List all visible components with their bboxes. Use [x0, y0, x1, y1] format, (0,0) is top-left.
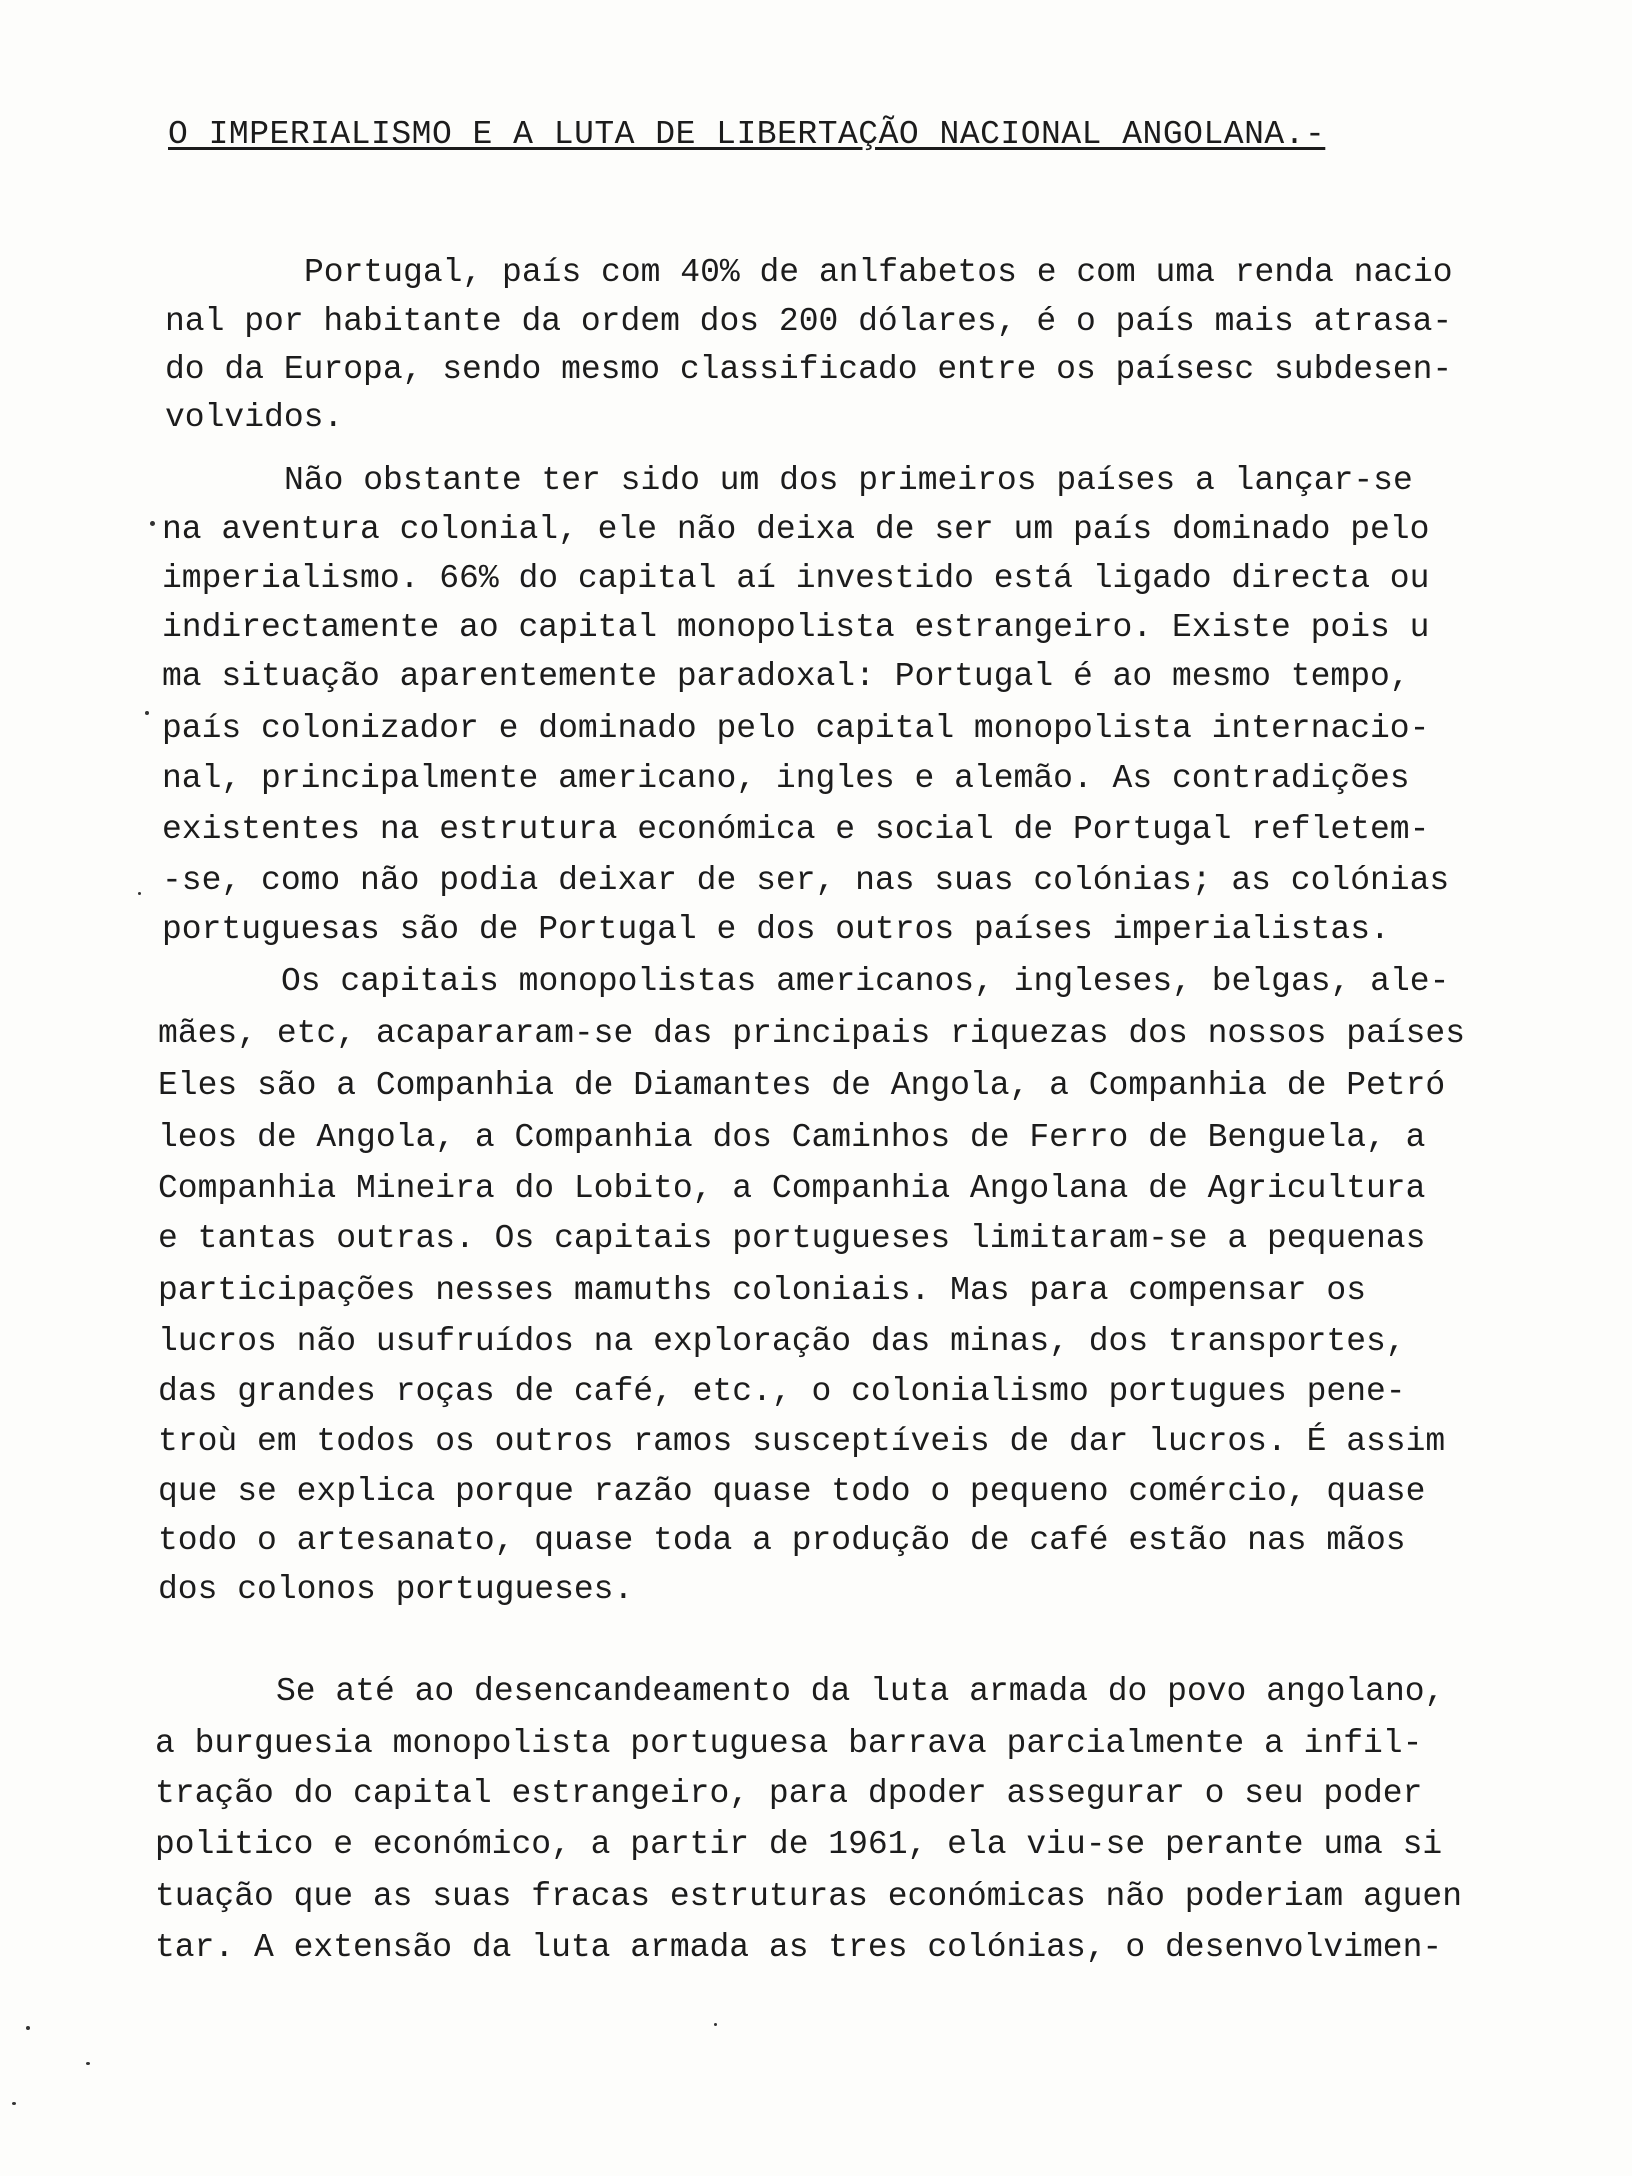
paragraph-line: que se explica porque razão quase todo o pequeno comércio, quase [158, 1473, 1426, 1510]
paragraph-line: mães, etc, acapararam-se das principais riquezas dos nossos países [158, 1015, 1466, 1052]
paragraph-line: dos colonos portugueses. [158, 1571, 634, 1608]
paragraph-line: imperialismo. 66% do capital aí investido está ligado directa ou [162, 560, 1430, 597]
document-title: O IMPERIALISMO E A LUTA DE LIBERTAÇÃO NACIONAL ANGOLANA.- [168, 116, 1326, 153]
paragraph-line: Os capitais monopolistas americanos, ingleses, belgas, ale- [281, 963, 1450, 1000]
paragraph-line: todo o artesanato, quase toda a produção de café estão nas mãos [158, 1522, 1406, 1559]
paragraph-line: tuação que as suas fracas estruturas económicas não poderiam aguen [155, 1878, 1463, 1915]
paragraph-line: tração do capital estrangeiro, para dpoder assegurar o seu poder [155, 1775, 1423, 1812]
paragraph-line: do da Europa, sendo mesmo classificado entre os paísesc subdesen- [165, 351, 1453, 388]
scan-speck [26, 2026, 30, 2030]
scan-speck [145, 711, 149, 715]
scan-speck [12, 2102, 16, 2105]
paragraph-line: das grandes roças de café, etc., o colonialismo portugues pene- [158, 1373, 1406, 1410]
paragraph-line: troù em todos os outros ramos susceptíveis de dar lucros. É assim [158, 1423, 1446, 1460]
paragraph-line: tar. A extensão da luta armada as tres colónias, o desenvolvimen- [155, 1929, 1443, 1966]
paragraph-line: e tantas outras. Os capitais portugueses limitaram-se a pequenas [158, 1220, 1426, 1257]
paragraph-line: nal por habitante da ordem dos 200 dólares, é o país mais atrasa- [165, 303, 1453, 340]
paragraph-line: nal, principalmente americano, ingles e alemão. As contradições [162, 760, 1410, 797]
paragraph-line: a burguesia monopolista portuguesa barrava parcialmente a infil- [155, 1725, 1423, 1762]
paragraph-line: Portugal, país com 40% de anlfabetos e com uma renda nacio [304, 254, 1453, 291]
paragraph-line: -se, como não podia deixar de ser, nas suas colónias; as colónias [162, 862, 1450, 899]
paragraph-line: portuguesas são de Portugal e dos outros países imperialistas. [162, 911, 1390, 948]
paragraph-line: participações nesses mamuths coloniais. Mas para compensar os [158, 1272, 1366, 1309]
paragraph-line: Eles são a Companhia de Diamantes de Angola, a Companhia de Petró [158, 1067, 1446, 1104]
paragraph-line: Se até ao desencandeamento da luta armada do povo angolano, [276, 1673, 1445, 1710]
scan-speck [714, 2023, 717, 2026]
paragraph-line: na aventura colonial, ele não deixa de ser um país dominado pelo [162, 511, 1430, 548]
scan-speck [138, 892, 141, 895]
scan-speck [150, 521, 155, 526]
scan-speck [86, 2062, 90, 2065]
paragraph-line: Companhia Mineira do Lobito, a Companhia Angolana de Agricultura [158, 1170, 1426, 1207]
paragraph-line: politico e económico, a partir de 1961, ela viu-se perante uma si [155, 1826, 1443, 1863]
paragraph-line: volvidos. [165, 399, 344, 436]
paragraph-line: indirectamente ao capital monopolista estrangeiro. Existe pois u [162, 609, 1430, 646]
paragraph-line: existentes na estrutura económica e social de Portugal refletem- [162, 811, 1430, 848]
paragraph-line: ma situação aparentemente paradoxal: Portugal é ao mesmo tempo, [162, 658, 1410, 695]
paragraph-line: país colonizador e dominado pelo capital monopolista internacio- [162, 710, 1430, 747]
paragraph-line: Não obstante ter sido um dos primeiros países a lançar-se [284, 462, 1413, 499]
paragraph-line: lucros não usufruídos na exploração das minas, dos transportes, [158, 1323, 1406, 1360]
paragraph-line: leos de Angola, a Companhia dos Caminhos de Ferro de Benguela, a [158, 1119, 1426, 1156]
